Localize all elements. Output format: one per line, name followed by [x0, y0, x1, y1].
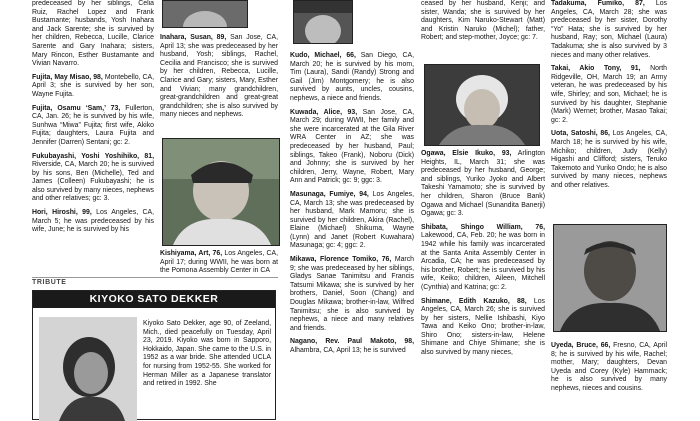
obituary-name: Uyeda, Bruce, 66,	[551, 342, 611, 349]
obituary-column-2	[160, 34, 278, 125]
obituary-photo-kishiyama	[162, 138, 280, 246]
obituary-text: San Jose, CA, April 13; she was predeceased by her husband, Yosh; siblings, Rachel, Cecilia and Francisco; she is survived by her children, Rebecca, Lucille, Clarice and Gary; sisters, Mary, Esther and Vivian; many grandchildren, great-grandchildren and great-great grandchildren; she is also survived by many nieces and nephews.	[160, 34, 278, 119]
obituary-entry	[160, 250, 278, 276]
obituary-name: Kuwada, Alice, 93,	[290, 108, 358, 116]
obituary-text: Alhambra, CA, April 13; he is survived	[290, 347, 406, 354]
obituary-text: San Diego, CA, March 20; he is survived by his mom, Tim (Laura), Sandi (Randy) Strong and Gail (Jim) Montgomery; he is also survived by aunts, uncles, cousins, nephews, a niece and friends.	[290, 52, 414, 102]
obituary-name: Fujita, May Misao, 98,	[32, 73, 103, 81]
obituary-text: Fresno, CA, April 8; he is survived by his wife, Rachel; mother, Mary; daughters, Devan Uyeda and Corey (Kyle) Hammack; he is also survived by many nephews, nieces and cousins.	[551, 342, 668, 392]
obituary-entry	[290, 256, 414, 333]
obituary-name: Nagano, Rev. Paul Makoto, 98,	[290, 338, 414, 346]
portrait-image	[163, 139, 279, 245]
tribute-title: KIYOKO SATO DEKKER	[33, 291, 275, 308]
tribute-section-label: TRIBUTE	[32, 277, 278, 286]
obituary-text: Lakewood, CA, Feb. 20; he was born in 1942 while his family was incarcerated at the Santa Anita Assembly Center in Arcadia, CA; he was predeceased by his brother, Robert; he is survived by his wife, Keiko; children, Aileen, Mitchell (Cynthia) and Katrina; gc: 2.	[421, 232, 545, 291]
obituary-entry	[32, 153, 154, 205]
tribute-text: Kiyoko Sato Dekker, age 90, of Zeeland, Mich., died peacefully on Tuesday, April 23, 2019. Kiyoko was born in Sapporo, Hokkaido, Japan. She came to the U.S. in 1952 as a war bride. She attended UCLA for nursing from 1952-55. She worked for Herman Miller as a Japanese translator and retired in 1992. She	[143, 320, 271, 388]
obituary-entry	[551, 0, 667, 60]
obituary-name: Uota, Satoshi, 86,	[551, 130, 610, 138]
obituary-text: Arlington Heights, IL, March 31; she was predeceased by her husband, George; and siblings, Yuriko Jyoko and Albert Takeshi Yamamoto; she is survived by her children, Sharon (Bruce Bank) Ogawa and Michael (Sunandita Banerji) Ogawa; gc: 3.	[421, 150, 545, 218]
obituary-entry	[421, 150, 545, 219]
obituary-name: Kishiyama, Art, 76,	[160, 250, 223, 257]
obituary-entry	[421, 298, 545, 358]
obituary-text: Los Angeles, CA, March 26; she is survived by her sisters, Nellie Ishibashi, Kiyo Tawa and Keiko Ono; brother-in-law, Shiro Ono; sisters-in-law, Helene Shimane and Chiye Shimane; she is also survived by many nieces,	[421, 297, 545, 357]
portrait-image	[294, 1, 352, 43]
obituary-entry	[32, 209, 154, 235]
obituary-name: Takai, Akio Tony, 91,	[551, 65, 641, 73]
obituary-entry	[551, 342, 667, 394]
obituary-column-5-lower	[551, 342, 667, 399]
obituary-name: Ogawa, Elsie Ikuko, 93,	[421, 150, 512, 157]
obituary-text: Los Angeles, CA, March 5; he was predeceased by his wife, June; he is survived by his	[32, 209, 154, 234]
obituary-name: Shibata, Shingo William, 76,	[421, 223, 545, 231]
obituary-photo-top	[293, 0, 353, 44]
obituary-name: Fujita, Osamu ‘Sam,’ 73,	[32, 104, 121, 112]
portrait-image	[163, 1, 247, 27]
obituary-name: Shimane, Edith Kazuko, 88,	[421, 297, 527, 305]
obituary-column-4	[421, 0, 545, 48]
obituary-name: Fukubayashi, Yoshi Yoshihiko, 81,	[32, 152, 154, 160]
obituary-text: Los Angeles, CA, April 17; during WWII, he was born at the Pomona Assembly Center in CA	[160, 250, 279, 275]
obituary-text: March 9; she was predeceased by her siblings, Gladys Sanae Tanimitsu and Francis Tatsumi Mikawa; she is survived by her brothers, Daniel, Soon (Chang) and Douglas Mikawa; brother-in-law, Wilfred Tanimitsu; she is also survived by nephews, a niece and many relatives and friends.	[290, 256, 414, 332]
obituary-column-5	[551, 0, 667, 195]
obituary-photo-ogawa	[424, 64, 540, 146]
obituary-entry	[290, 338, 414, 355]
obituary-text: North Ridgeville, OH, March 19; an Army veteran, he was predeceased by his wife, Shirley; and son, Michael; he is survived by his daughter, Stephanie (Mark) Wernet; brother, Masao Takai; gc: 2.	[551, 65, 667, 124]
obituary-column-2-lower	[160, 250, 278, 281]
obituary-entry	[160, 34, 278, 120]
obituary-photo-top	[162, 0, 248, 28]
obituary-entry	[551, 65, 667, 125]
obituary-name: Mikawa, Florence Tomiko, 76,	[290, 256, 392, 264]
obituary-name: Hori, Hiroshi, 99,	[32, 209, 92, 217]
tribute-portrait-photo	[39, 317, 137, 421]
obituary-text: San Jose, CA, March 29; during WWII, her family and she were incarcerated at the Gila River WRA Center in AZ; she was predeceased by her husband, Paul; siblings, Takeo (Frank), Noboru (Dick) and Johnny; she is survived by her children, Jerry, Wayne, Robert, Mary Ann and Patrick; gc: 9; ggc: 3.	[290, 108, 414, 185]
portrait-image	[425, 65, 539, 145]
obituary-entry	[32, 105, 154, 148]
obituary-name: Kudo, Michael, 66,	[290, 52, 356, 59]
continued-entry-fragment: predeceased by her siblings, Celia Ruiz, Rachel Lopez and Frank Bustamante; husbands, Yosh Inahara and Jack Sarente; she is survived by her children, Rebecca, Lucille, Clarice Sarente and Gary Inahara; sisters, Mary Rincon, Esther Bustamante and Vivian Navarro.	[32, 0, 154, 68]
obituary-entry	[290, 109, 414, 186]
obituary-text: Los Angeles, CA, March 18; he is survived by his wife, Michiko; children, Judy (Kelly) Higashi and Clifford; sisters, Teruko Takemoto and Yuriko Ondo; he is also survived by many nieces, nephews and other relatives.	[551, 130, 667, 189]
continued-entry-fragment: ceased by her husband, Kenji; and sister, Wanda; she is survived by her daughters, Kim Naruko-Stewart (Matt) and Kristin Naruko (Michel); father, Robert; and step-mother, Joyce; gc: 7.	[421, 0, 545, 42]
obituary-entry	[551, 130, 667, 190]
obituary-name: Masunaga, Fumiye, 94,	[290, 190, 369, 198]
obituary-name: Inahara, Susan, 89,	[160, 34, 227, 41]
obituary-column-1	[32, 0, 154, 240]
obituary-entry	[32, 74, 154, 100]
obituary-column-4-lower	[421, 150, 545, 363]
obituary-name: Tadakuma, Fumiko, 87,	[551, 0, 645, 7]
obituary-text: Los Angeles, CA, March 13; she was predeceased by her husband, Mark Mamoru; she is survived by her children, Akira (Rachel), Elaine (Michael) Shikuma, Wayne (Lynn) and Janet (Robert Kuwahara) Masunaga; gc: 4; ggc: 2.	[290, 190, 414, 250]
portrait-image	[39, 317, 137, 421]
obituary-entry	[421, 224, 545, 293]
tribute-box	[32, 290, 276, 420]
obituary-photo-uyeda	[553, 224, 667, 332]
obituary-text: Los Angeles, CA, March 28; she was predeceased by her sister, Dorothy “Yo” Hata; she is survived by her husband, Ray; son, Michael (Laura) Tadakuma; she is also survived by 3 nieces and many other relatives.	[551, 0, 667, 59]
obituary-text: Montebello, CA, April 3; she is survived by her son, Wayne Fujita.	[32, 73, 154, 98]
obituary-text: Fullerton, CA, Jan. 26; he is survived by his wife, Sunhwa “Miwa” Fujita; first wife, Akiko Fujita; daughters, Laura Fujita and Jennifer (Darren) Sentani; gc: 2.	[32, 104, 155, 146]
obituary-entry	[290, 191, 414, 251]
obituary-entry	[290, 52, 414, 104]
obituary-column-3	[290, 52, 414, 361]
portrait-image	[554, 225, 666, 331]
obituary-text: Riverside, CA, March 20; he is survived by his sons, Ben (Michelle), Ted and James (Colleen) Fukubayashi; he is also survived by many nieces, nephews and other relatives; gc: 3.	[32, 161, 154, 203]
